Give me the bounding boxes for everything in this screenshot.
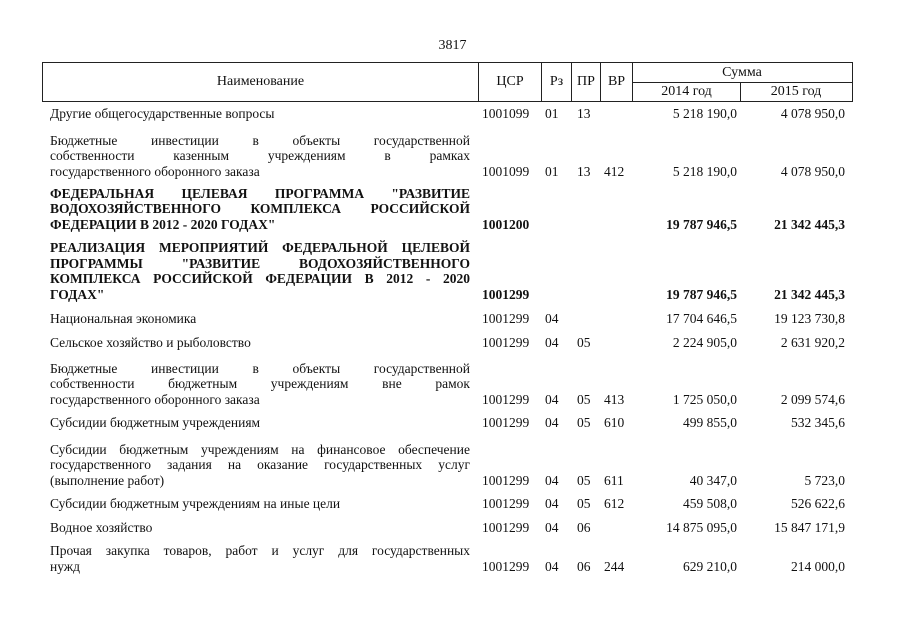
row-sum-2015: 15 847 171,9 — [774, 519, 845, 535]
row-pr: 05 — [577, 472, 591, 488]
row-name-line: государственного задания на оказание государственных услуг — [50, 457, 470, 472]
row-csr: 1001299 — [482, 519, 530, 535]
row-name-line: Бюджетные инвестиции в объекты государственной — [50, 132, 470, 148]
row-sum-2014: 459 508,0 — [683, 495, 737, 511]
row-pr: 05 — [577, 414, 591, 430]
row-sum-2014: 14 875 095,0 — [666, 519, 737, 535]
row-csr: 1001099 — [482, 163, 530, 179]
row-sum-2015: 214 000,0 — [791, 558, 845, 574]
row-name-line: ФЕДЕРАЦИИ В 2012 - 2020 ГОДАХ" — [50, 216, 276, 232]
row-csr: 1001299 — [482, 495, 530, 511]
row-pr: 05 — [577, 391, 591, 407]
row-name-line: Другие общегосударственные вопросы — [50, 105, 275, 121]
row-vr: 244 — [604, 558, 625, 574]
row-sum-2014: 17 704 646,5 — [666, 310, 737, 326]
row-csr: 1001299 — [482, 558, 530, 574]
row-sum-2015: 19 123 730,8 — [774, 310, 845, 326]
header-sum: Сумма — [722, 64, 762, 80]
row-csr: 1001299 — [482, 391, 530, 407]
row-sum-2015: 2 099 574,6 — [780, 391, 845, 407]
row-csr: 1001099 — [482, 105, 530, 121]
row-name-line: КОМПЛЕКСА РОССИЙСКОЙ ФЕДЕРАЦИИ В 2012 - 2020 — [50, 271, 470, 286]
row-pr: 05 — [577, 334, 591, 350]
page-number: 3817 — [438, 38, 467, 53]
row-pr: 13 — [577, 163, 591, 179]
header-csr: ЦСР — [496, 73, 524, 89]
row-csr: 1001299 — [482, 334, 530, 350]
row-pr: 06 — [577, 519, 591, 535]
row-name-line: Водное хозяйство — [50, 519, 153, 535]
row-rz: 01 — [545, 105, 559, 121]
row-csr: 1001299 — [482, 310, 530, 326]
row-sum-2014: 499 855,0 — [683, 414, 737, 430]
row-vr: 412 — [604, 163, 625, 179]
row-sum-2014: 5 218 190,0 — [672, 105, 737, 121]
row-sum-2015: 532 345,6 — [791, 414, 845, 430]
row-sum-2015: 2 631 920,2 — [780, 334, 845, 350]
row-csr: 1001299 — [482, 472, 530, 488]
row-rz: 04 — [545, 334, 559, 350]
row-sum-2014: 19 787 946,5 — [666, 216, 737, 232]
row-name-line: Сельское хозяйство и рыболовство — [50, 334, 251, 350]
row-sum-2014: 1 725 050,0 — [672, 391, 737, 407]
row-name-line: государственного оборонного заказа — [50, 163, 260, 179]
row-rz: 04 — [545, 558, 559, 574]
row-sum-2015: 4 078 950,0 — [780, 163, 845, 179]
row-name-line: Субсидии бюджетным учреждениям — [50, 414, 261, 430]
row-name-line: Бюджетные инвестиции в объекты государственной — [50, 360, 470, 376]
row-pr: 05 — [577, 495, 591, 511]
row-csr: 1001299 — [482, 414, 530, 430]
row-sum-2015: 526 622,6 — [791, 495, 845, 511]
row-sum-2014: 19 787 946,5 — [666, 286, 737, 302]
row-name-line: Субсидии бюджетным учреждениям на иные цели — [50, 495, 341, 511]
row-name-line: собственности казенным учреждениям в рамках — [50, 148, 470, 163]
row-rz: 01 — [545, 163, 559, 179]
row-sum-2014: 40 347,0 — [689, 472, 737, 488]
header-year-2015: 2015 год — [770, 84, 822, 99]
header-name: Наименование — [216, 73, 305, 89]
row-rz: 04 — [545, 472, 559, 488]
row-csr: 1001200 — [482, 216, 530, 232]
header-rz: Рз — [549, 73, 564, 89]
row-pr: 06 — [577, 558, 591, 574]
row-name-line: нужд — [50, 558, 80, 574]
row-name — [50, 543, 470, 574]
row-vr: 611 — [604, 472, 624, 488]
header-pr: ПР — [577, 73, 595, 89]
row-name-line: Национальная экономика — [50, 310, 197, 326]
row-vr: 413 — [604, 391, 625, 407]
row-csr: 1001299 — [482, 286, 530, 302]
row-sum-2015: 4 078 950,0 — [780, 105, 845, 121]
row-name-line: государственного оборонного заказа — [50, 391, 260, 407]
row-vr: 612 — [604, 495, 625, 511]
row-rz: 04 — [545, 391, 559, 407]
row-rz: 04 — [545, 495, 559, 511]
row-name-line: ПРОГРАММЫ "РАЗВИТИЕ ВОДОХОЗЯЙСТВЕННОГО — [50, 255, 470, 271]
row-sum-2015: 5 723,0 — [804, 472, 845, 488]
row-name-line: РЕАЛИЗАЦИЯ МЕРОПРИЯТИЙ ФЕДЕРАЛЬНОЙ ЦЕЛЕВОЙ — [50, 240, 470, 255]
header-year-2014: 2014 год — [661, 84, 712, 99]
row-sum-2015: 21 342 445,3 — [774, 216, 845, 232]
row-pr: 13 — [577, 105, 591, 121]
row-name-line: ГОДАХ" — [50, 286, 105, 302]
row-sum-2015: 21 342 445,3 — [774, 286, 845, 302]
row-name-line: Прочая закупка товаров, работ и услуг для государственных — [50, 543, 470, 558]
row-rz: 04 — [545, 310, 559, 326]
row-rz: 04 — [545, 519, 559, 535]
row-sum-2014: 629 210,0 — [683, 558, 737, 574]
row-name-line: ФЕДЕРАЛЬНАЯ ЦЕЛЕВАЯ ПРОГРАММА "РАЗВИТИЕ — [50, 185, 470, 201]
row-vr: 610 — [604, 414, 625, 430]
row-sum-2014: 2 224 905,0 — [672, 334, 737, 350]
row-name-line: ВОДОХОЗЯЙСТВЕННОГО КОМПЛЕКСА РОССИЙСКОЙ — [50, 201, 470, 216]
header-vr: ВР — [607, 73, 626, 89]
row-name-line: (выполнение работ) — [50, 472, 165, 488]
row-sum-2014: 5 218 190,0 — [672, 163, 737, 179]
row-rz: 04 — [545, 414, 559, 430]
row-name-line: Субсидии бюджетным учреждениям на финансовое обеспечение — [50, 441, 470, 457]
row-name-line: собственности бюджетным учреждениям вне рамок — [50, 376, 470, 391]
